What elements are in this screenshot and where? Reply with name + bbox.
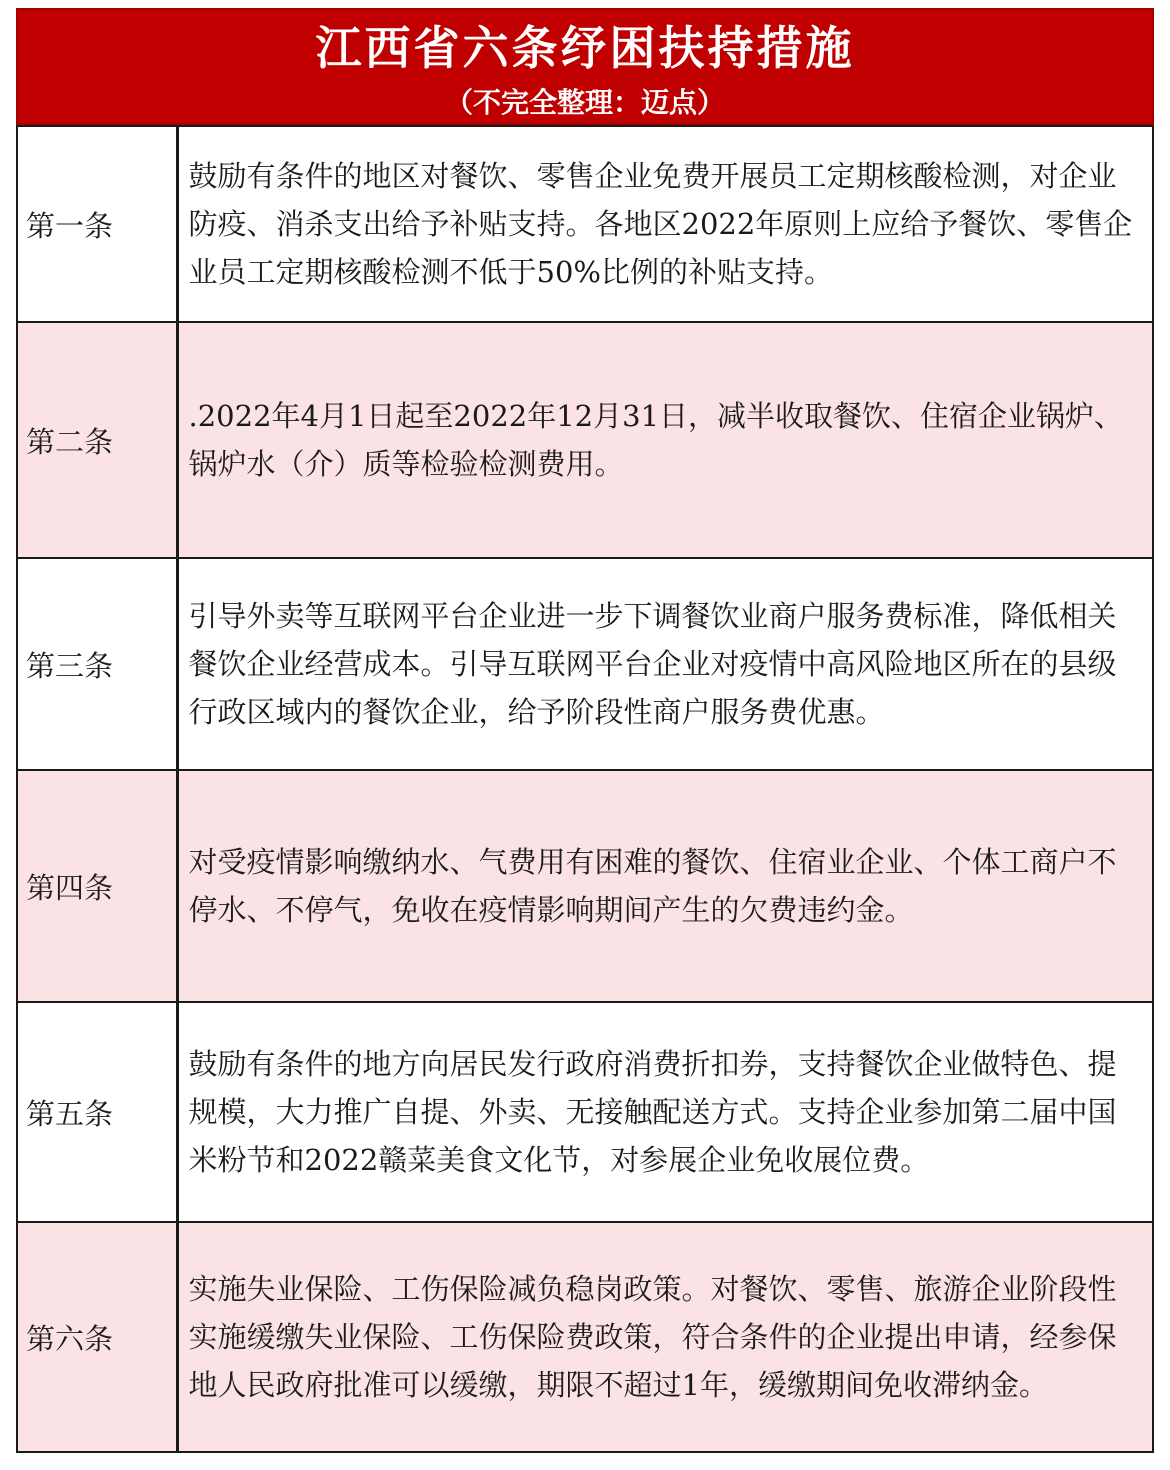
row-content: .2022年4月1日起至2022年12月31日，减半收取餐饮、住宿企业锅炉、锅炉水（介）质等检验检测费用。: [177, 322, 1153, 558]
measures-sheet: [16, 8, 1154, 1452]
table-row: [17, 1002, 1153, 1222]
title-banner: [16, 8, 1154, 125]
page-title: 江西省六条纾困扶持措施: [315, 21, 855, 75]
table-row: [17, 126, 1153, 322]
row-label: 第六条: [17, 1222, 177, 1452]
page-subtitle: （不完全整理：迈点）: [444, 86, 725, 119]
row-content: 对受疫情影响缴纳水、气费用有困难的餐饮、住宿业企业、个体工商户不停水、不停气，免收在疫情影响期间产生的欠费违约金。: [177, 770, 1153, 1002]
measures-table: [16, 125, 1154, 1453]
row-label: 第一条: [17, 126, 177, 322]
table-row: [17, 558, 1153, 770]
table-row: [17, 1222, 1153, 1452]
row-content: 引导外卖等互联网平台企业进一步下调餐饮业商户服务费标准，降低相关餐饮企业经营成本。引导互联网平台企业对疫情中高风险地区所在的县级行政区域内的餐饮企业，给予阶段性商户服务费优惠。: [177, 558, 1153, 770]
row-label: 第五条: [17, 1002, 177, 1222]
table-row: [17, 770, 1153, 1002]
row-label: 第三条: [17, 558, 177, 770]
row-content: 实施失业保险、工伤保险减负稳岗政策。对餐饮、零售、旅游企业阶段性实施缓缴失业保险、工伤保险费政策，符合条件的企业提出申请，经参保地人民政府批准可以缓缴，期限不超过1年，缓缴期间免收滞纳金。: [177, 1222, 1153, 1452]
row-content: 鼓励有条件的地方向居民发行政府消费折扣券，支持餐饮企业做特色、提规模，大力推广自提、外卖、无接触配送方式。支持企业参加第二届中国米粉节和2022赣菜美食文化节，对参展企业免收展位费。: [177, 1002, 1153, 1222]
row-content: 鼓励有条件的地区对餐饮、零售企业免费开展员工定期核酸检测，对企业防疫、消杀支出给予补贴支持。各地区2022年原则上应给予餐饮、零售企业员工定期核酸检测不低于50%比例的补贴支持。: [177, 126, 1153, 322]
row-label: 第四条: [17, 770, 177, 1002]
table-row: [17, 322, 1153, 558]
row-label: 第二条: [17, 322, 177, 558]
